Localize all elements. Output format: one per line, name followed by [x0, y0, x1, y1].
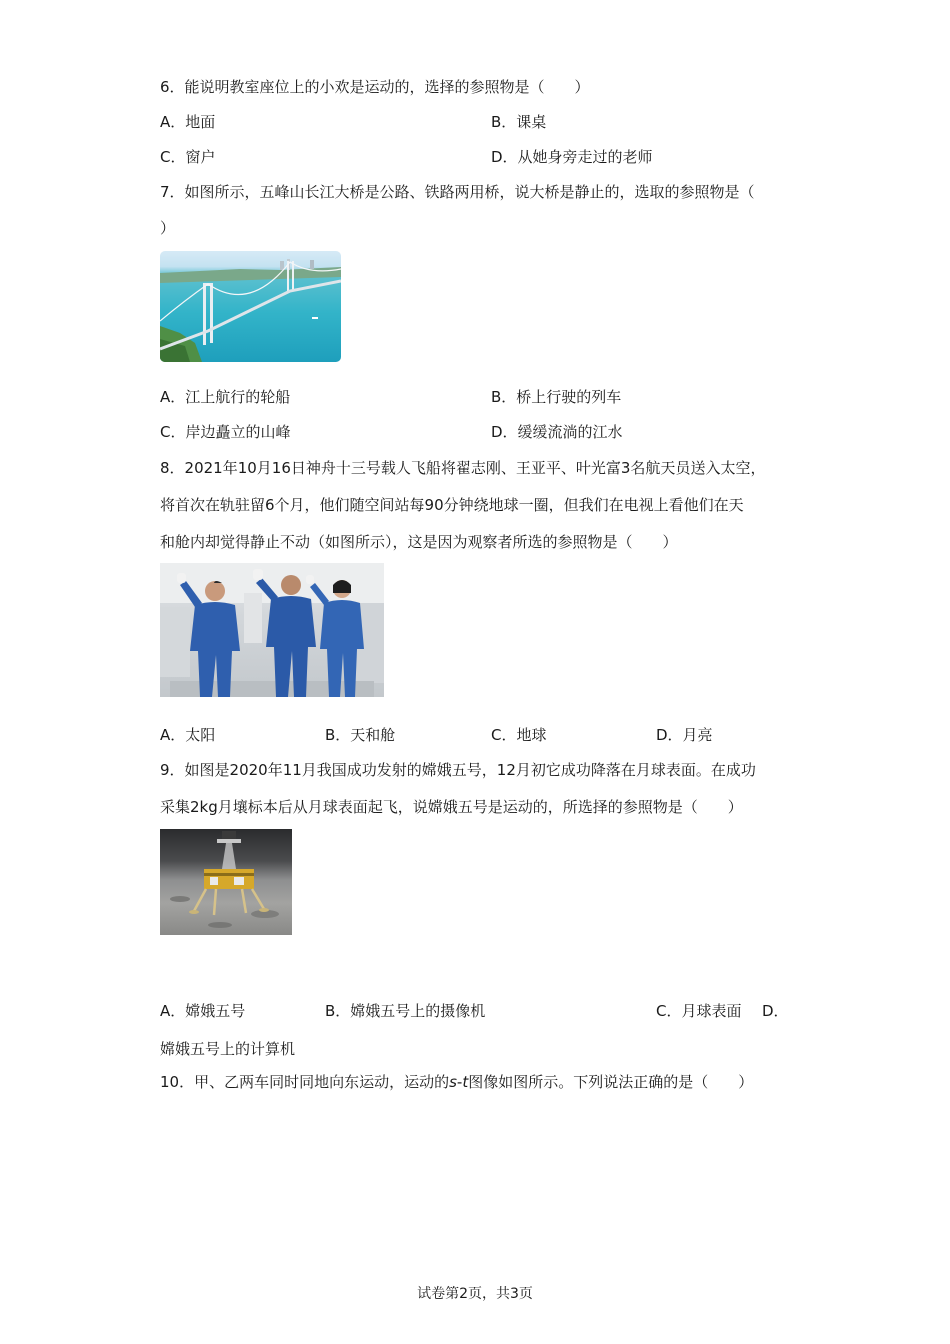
q8-stem-line2: 将首次在轨驻留6个月，他们随空间站每90分钟绕地球一圈，但我们在电视上看他们在天	[160, 496, 744, 514]
q10-var-t: t	[462, 1073, 469, 1091]
q9-stem-line2: 采集2kg月壤标本后从月球表面起飞，说嫦娥五号是运动的，所选择的参照物是（ ）	[160, 798, 743, 816]
q10-stem-after: 图像如图所示。下列说法正确的是（ ）	[468, 1073, 754, 1091]
q8-option-a: A．太阳	[160, 726, 216, 744]
q7-stem-line2: ）	[160, 219, 176, 237]
q9-option-a: A．嫦娥五号	[160, 1002, 246, 1020]
q7-option-d: D．缓缓流淌的江水	[491, 423, 623, 441]
page-footer: 试卷第2页，共3页	[417, 1286, 533, 1302]
q10-stem	[160, 1072, 753, 1092]
q6-option-b: B．课桌	[491, 113, 547, 131]
q9-option-b: B．嫦娥五号上的摄像机	[325, 1002, 486, 1020]
q6-option-d: D．从她身旁走过的老师	[491, 148, 653, 166]
q9-option-d-label: D．	[762, 1002, 789, 1020]
lander-photo	[160, 829, 292, 935]
q10-stem-before: 10．甲、乙两车同时同地向东运动，运动的	[160, 1073, 450, 1091]
q6-option-a: A．地面	[160, 113, 216, 131]
q7-option-a: A．江上航行的轮船	[160, 388, 291, 406]
q7-stem-line1: 7．如图所示，五峰山长江大桥是公路、铁路两用桥，说大桥是静止的，选取的参照物是（	[160, 183, 755, 201]
q9-stem-line1: 9．如图是2020年11月我国成功发射的嫦娥五号，12月初它成功降落在月球表面。在成功	[160, 761, 756, 779]
q8-option-b: B．天和舱	[325, 726, 396, 744]
bridge-photo	[160, 251, 341, 362]
q8-stem-line1: 8．2021年10月16日神舟十三号载人飞船将翟志刚、王亚平、叶光富3名航天员送入太空，	[160, 459, 766, 477]
q9-option-d-text: 嫦娥五号上的计算机	[160, 1040, 296, 1058]
q6-option-c: C．窗户	[160, 148, 216, 166]
q7-option-b: B．桥上行驶的列车	[491, 388, 622, 406]
q10-var-s: s	[449, 1073, 457, 1091]
q9-option-c: C．月球表面	[656, 1002, 742, 1020]
q7-option-c: C．岸边矗立的山峰	[160, 423, 291, 441]
astronauts-photo	[160, 563, 384, 697]
q8-option-c: C．地球	[491, 726, 547, 744]
q6-stem: 6．能说明教室座位上的小欢是运动的，选择的参照物是（ ）	[160, 78, 590, 96]
q8-option-d: D．月亮	[656, 726, 713, 744]
q10-dash: -	[456, 1073, 463, 1091]
q8-stem-line3: 和舱内却觉得静止不动（如图所示），这是因为观察者所选的参照物是（ ）	[160, 533, 678, 551]
